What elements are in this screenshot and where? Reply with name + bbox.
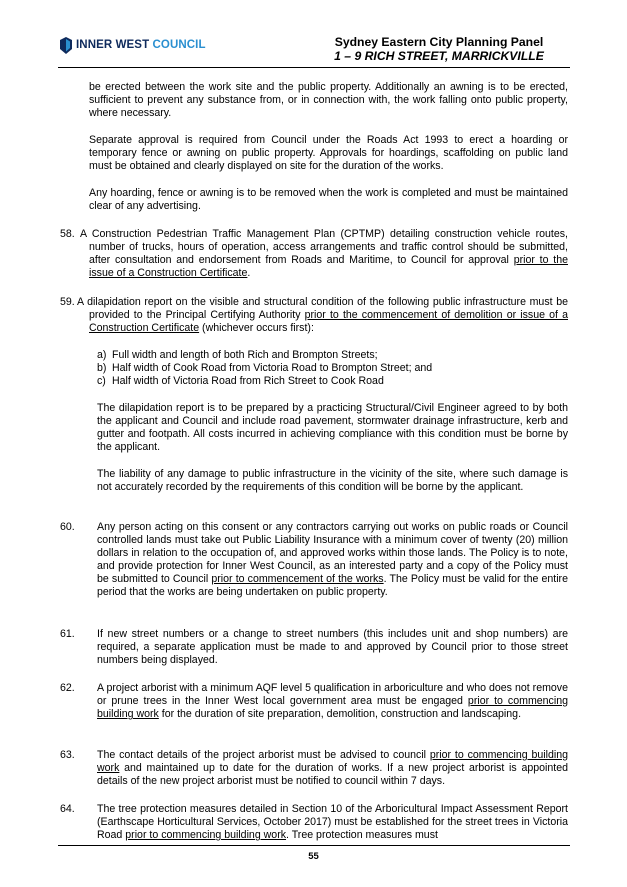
condition-60-text-end: . The Policy must be valid for the entire period that the works are being undertaken on public property. xyxy=(97,573,568,599)
condition-59-item-c xyxy=(97,375,384,388)
list-label: b) xyxy=(97,362,107,374)
condition-62-number: 62. xyxy=(60,682,75,694)
footer-divider xyxy=(58,845,570,846)
inner-west-council-logo xyxy=(60,36,206,54)
condition-64-text xyxy=(97,803,568,842)
condition-59-item-a xyxy=(97,349,378,362)
condition-63-number: 63. xyxy=(60,749,75,761)
condition-59-deadline: prior to the commencement of demolition or issue of a Construction Certificate xyxy=(89,309,569,335)
condition-62-text-part: A project arborist with a minimum AQF level 5 qualification in arboriculture and who does not remove or prune trees in the Inner West local government area must be engaged xyxy=(97,682,568,708)
logo-word-council: COUNCIL xyxy=(152,39,206,51)
condition-63-text-end: and maintained up to date for the duration of works. If a new project arborist is appointed details of the new project arborist must be notified to council within 7 days. xyxy=(97,762,568,788)
condition-64-text-end: . Tree protection measures must xyxy=(286,829,438,842)
condition-58-text-part: A Construction Pedestrian Traffic Management Plan (CPTMP) detailing construction vehicle routes, number of trucks, hours of operation, access arrangements and traffic control should be submitted, after consultation and endorsement from Roads and Maritime, to Council for approval xyxy=(80,228,568,267)
condition-60-text xyxy=(97,521,568,600)
condition-59-paragraph-3: The liability of any damage to public infrastructure in the vicinity of the site, where such damage is not accurately recorded by the requirements of this condition will be borne by the applicant. xyxy=(97,468,568,494)
condition-59-item-b xyxy=(97,362,432,375)
intro-paragraph-1: be erected between the work site and the public property. Additionally an awning is to be erected, sufficient to prevent any substance from, or in connection with, the work falling onto public property, where necessary. xyxy=(89,81,568,120)
condition-58-text-end: . xyxy=(247,267,251,280)
condition-61-number: 61. xyxy=(60,628,75,640)
condition-58-deadline: prior to the issue of a Construction Certificate xyxy=(89,254,568,280)
list-text: Half width of Victoria Road from Rich Street to Cook Road xyxy=(112,375,384,387)
council-logo-icon xyxy=(60,37,72,54)
logo-wordmark xyxy=(76,39,206,51)
panel-title: Sydney Eastern City Planning Panel xyxy=(334,35,544,49)
condition-58-text xyxy=(80,228,568,280)
condition-59-text-part: A dilapidation report on the visible and structural condition of the following public infrastructure must be provided to the Principal Certifying Authority xyxy=(77,296,568,322)
condition-62-text xyxy=(97,682,568,721)
condition-63-text xyxy=(97,749,568,788)
condition-62-deadline: prior to commencing building work xyxy=(97,695,568,721)
condition-63-text-part: The contact details of the project arborist must be advised to council xyxy=(97,749,430,761)
page-number: 55 xyxy=(308,851,319,862)
logo-word-inner-west: INNER WEST xyxy=(76,39,150,51)
condition-60-text-part: Any person acting on this consent or any contractors carrying out works on public roads or Council controlled lands must take out Public Liability Insurance with a minimum cover of twenty (20) million dollars in relation to the occupation of, and approved works within those lands. The Policy is to note, and provide protection for Inner West Council, as an interested party and a copy of the Policy must be submitted to Council xyxy=(97,521,568,586)
condition-61-text: If new street numbers or a change to street numbers (this includes unit and shop numbers) are required, a separate application must be made to and approved by Council prior to those street numbers being displayed. xyxy=(97,628,568,667)
condition-63-deadline: prior to commencing building work xyxy=(97,749,568,775)
condition-64-deadline: prior to commencing building work xyxy=(125,829,287,842)
condition-58-number: 58. xyxy=(60,228,75,240)
condition-64-number: 64. xyxy=(60,803,75,815)
condition-64-text-part: The tree protection measures detailed in Section 10 of the Arboricultural Impact Assessment Report (Earthscape Horticultural Services, October 2017) must be established for the street trees in Victoria Road xyxy=(97,803,568,842)
list-label: a) xyxy=(97,349,107,361)
condition-59-text xyxy=(77,296,569,335)
condition-59-paragraph-2: The dilapidation report is to be prepared by a practicing Structural/Civil Engineer agreed to by both the applicant and Council and include road pavement, stormwater drainage infrastructure, kerb and gutter and footpath. All costs incurred in achieving compliance with this condition must be borne by the applicant. xyxy=(97,402,568,454)
site-address: 1 – 9 RICH STREET, MARRICKVILLE xyxy=(334,49,544,63)
list-label: c) xyxy=(97,375,106,387)
condition-62-text-end: for the duration of site preparation, demolition, construction and landscaping. xyxy=(158,708,522,721)
condition-59-number: 59. xyxy=(60,296,75,308)
condition-59-text-end: (whichever occurs first): xyxy=(199,322,314,335)
header-divider xyxy=(58,67,570,68)
intro-paragraph-3: Any hoarding, fence or awning is to be removed when the work is completed and must be maintained clear of any advertising. xyxy=(89,187,568,213)
condition-60-deadline: prior to commencement of the works xyxy=(211,573,384,586)
list-text: Half width of Cook Road from Victoria Road to Brompton Street; and xyxy=(112,362,433,374)
condition-60-number: 60. xyxy=(60,521,75,533)
intro-paragraph-2: Separate approval is required from Council under the Roads Act 1993 to erect a hoarding or temporary fence or awning on public property. Approvals for hoardings, scaffolding on public land must be obtained and clearly displayed on site for the duration of the works. xyxy=(89,134,568,173)
header-titles xyxy=(309,35,569,63)
list-text: Full width and length of both Rich and Brompton Streets; xyxy=(112,349,378,361)
